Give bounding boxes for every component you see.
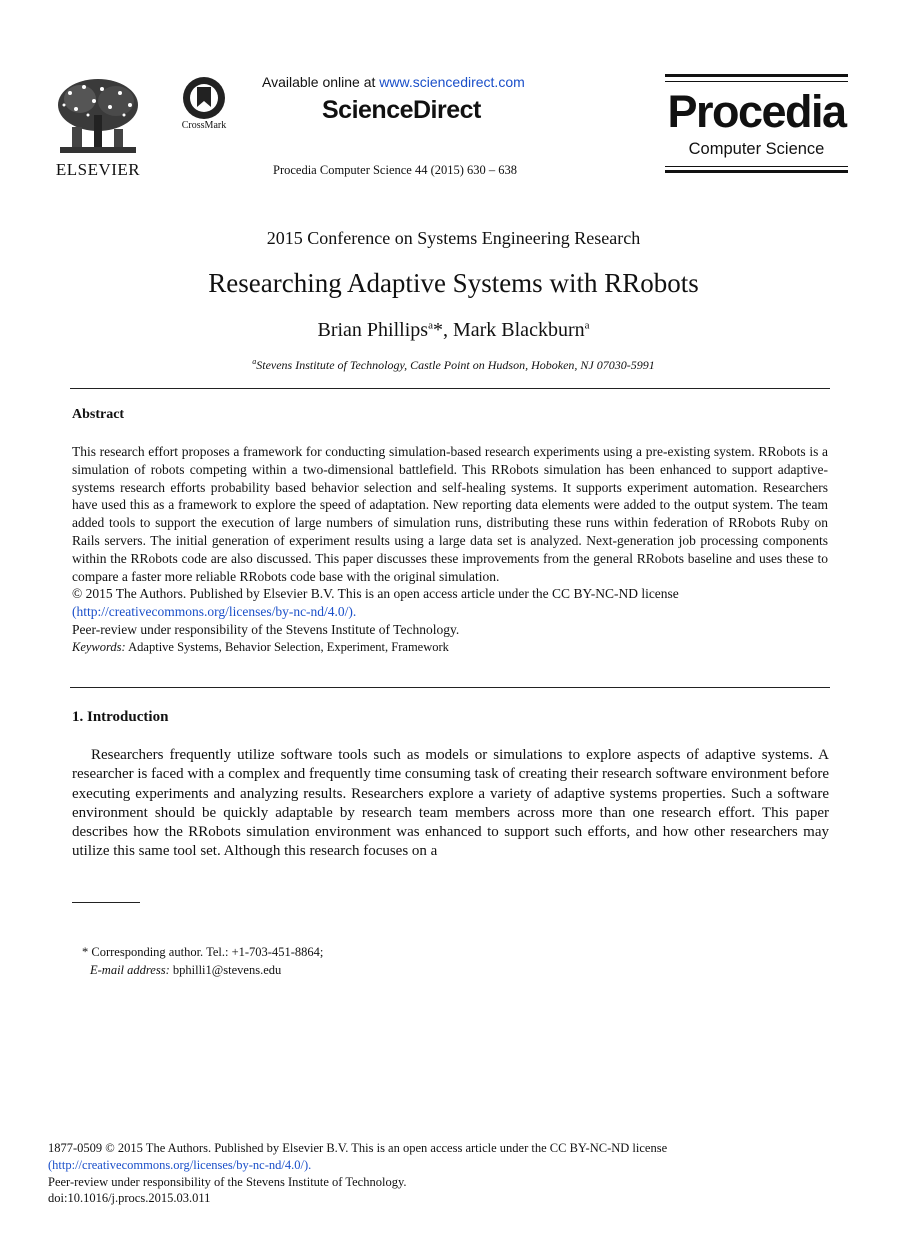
abstract-top-rule (70, 388, 830, 389)
crossmark-label: CrossMark (181, 120, 227, 131)
email-line (82, 961, 323, 979)
bottom-license-link[interactable]: (http://creativecommons.org/licenses/by-nc-nd/4.0/). (48, 1157, 312, 1172)
corresponding-mark: *, (432, 319, 453, 341)
email-address[interactable]: bphilli1@stevens.edu (172, 963, 282, 977)
affiliation-mark: a (252, 357, 257, 366)
footnote (82, 943, 323, 979)
author-1: Brian Phillips (317, 319, 429, 341)
procedia-logo (665, 74, 848, 174)
journal-reference: Procedia Computer Science 44 (2015) 630 – 638 (273, 163, 518, 177)
keywords-line (72, 639, 828, 657)
keywords-label: Keywords: (72, 639, 126, 654)
affiliation (0, 357, 907, 373)
affiliation-text: Stevens Institute of Technology, Castle Point on Hudson, Hoboken, NJ 07030-5991 (256, 358, 655, 372)
procedia-wordmark: Procedia (667, 86, 846, 137)
footnote-rule (72, 902, 140, 903)
peer-review-line: Peer-review under responsibility of the Stevens Institute of Technology. (72, 621, 460, 637)
conference-name: 2015 Conference on Systems Engineering Research (266, 228, 641, 248)
author-line (0, 319, 907, 342)
license-link[interactable]: (http://creativecommons.org/licenses/by-nc-nd/4.0/). (72, 604, 357, 620)
sciencedirect-wordmark: ScienceDirect (322, 96, 481, 124)
issn-copyright: 1877-0509 © 2015 The Authors. Published by Elsevier B.V. This is an open access article under the CC BY-NC-ND license (48, 1141, 668, 1155)
procedia-top-rule-thin (665, 81, 848, 82)
elsevier-wordmark: ELSEVIER (55, 160, 141, 179)
procedia-top-rule-thick (665, 74, 848, 77)
sciencedirect-link[interactable]: www.sciencedirect.com (379, 74, 525, 90)
section-heading-introduction: 1. Introduction (72, 709, 169, 725)
abstract-body (72, 443, 828, 657)
abstract-heading: Abstract (72, 407, 125, 422)
copyright-line: © 2015 The Authors. Published by Elsevier B.V. This is an open access article under the CC BY-NC-ND license (72, 586, 679, 602)
author-2: Mark Blackburn (452, 319, 585, 341)
available-online (262, 74, 525, 90)
bottom-license-block (48, 1140, 667, 1207)
procedia-subtitle: Computer Science (688, 140, 825, 158)
doi: doi:10.1016/j.procs.2015.03.011 (48, 1191, 211, 1206)
bottom-peer-review: Peer-review under responsibility of the Stevens Institute of Technology. (48, 1174, 407, 1189)
abstract-text: This research effort proposes a framework for conducting simulation-based research experiments using a pre-existing system. RRobots is a simulation of robots competing within a two-dimensional battlefield. This RRobots simulation has been enhanced to support adaptive-systems research efforts probability based behavior selection and self-healing systems. It supports experiment automation. Researchers have used this as a framework to explore the speed of adaptation. New reporting data elements were added to the output system. The team added tools to support the execution of large numbers of simulation runs, distributing these runs within federation of RRobots Ruby on Rails servers. The initial generation of experiment results using a large data set is analyzed. Next-generation job processing components within the RRobots code are also discussed. This paper discusses these improvements from the general RRobots baseline and uses these to compare a faster more reliable RRobots code base with the original simulation. (72, 444, 828, 584)
keywords: Adaptive Systems, Behavior Selection, Experiment, Framework (128, 639, 449, 654)
email-label: E-mail address: (90, 963, 170, 977)
abstract-bottom-rule (70, 687, 830, 688)
paper-title: Researching Adaptive Systems with RRobots (208, 268, 699, 298)
author-2-affiliation-mark: a (584, 319, 590, 332)
corresponding-author: * Corresponding author. Tel.: +1-703-451-8864; (82, 945, 324, 959)
procedia-bottom-rule-thick (665, 170, 848, 173)
available-prefix: Available online at (262, 74, 380, 90)
procedia-bottom-rule-thin (665, 166, 848, 167)
author-1-affiliation-mark: a (428, 319, 433, 332)
introduction-paragraph: Researchers frequently utilize software tools such as models or simulations to explore aspects of adaptive systems. A researcher is faced with a complex and frequently time consuming task of creating their research software environment before executing experiments and analyzing results. Researchers explore a variety of adaptive systems properties. Such a software environment should be quickly adaptable by research team members across more than one research effort. This paper describes how the RRobots simulation environment was enhanced to support such efforts, and how other researchers may utilize this same tool set. Although this research focuses on a (72, 747, 829, 860)
